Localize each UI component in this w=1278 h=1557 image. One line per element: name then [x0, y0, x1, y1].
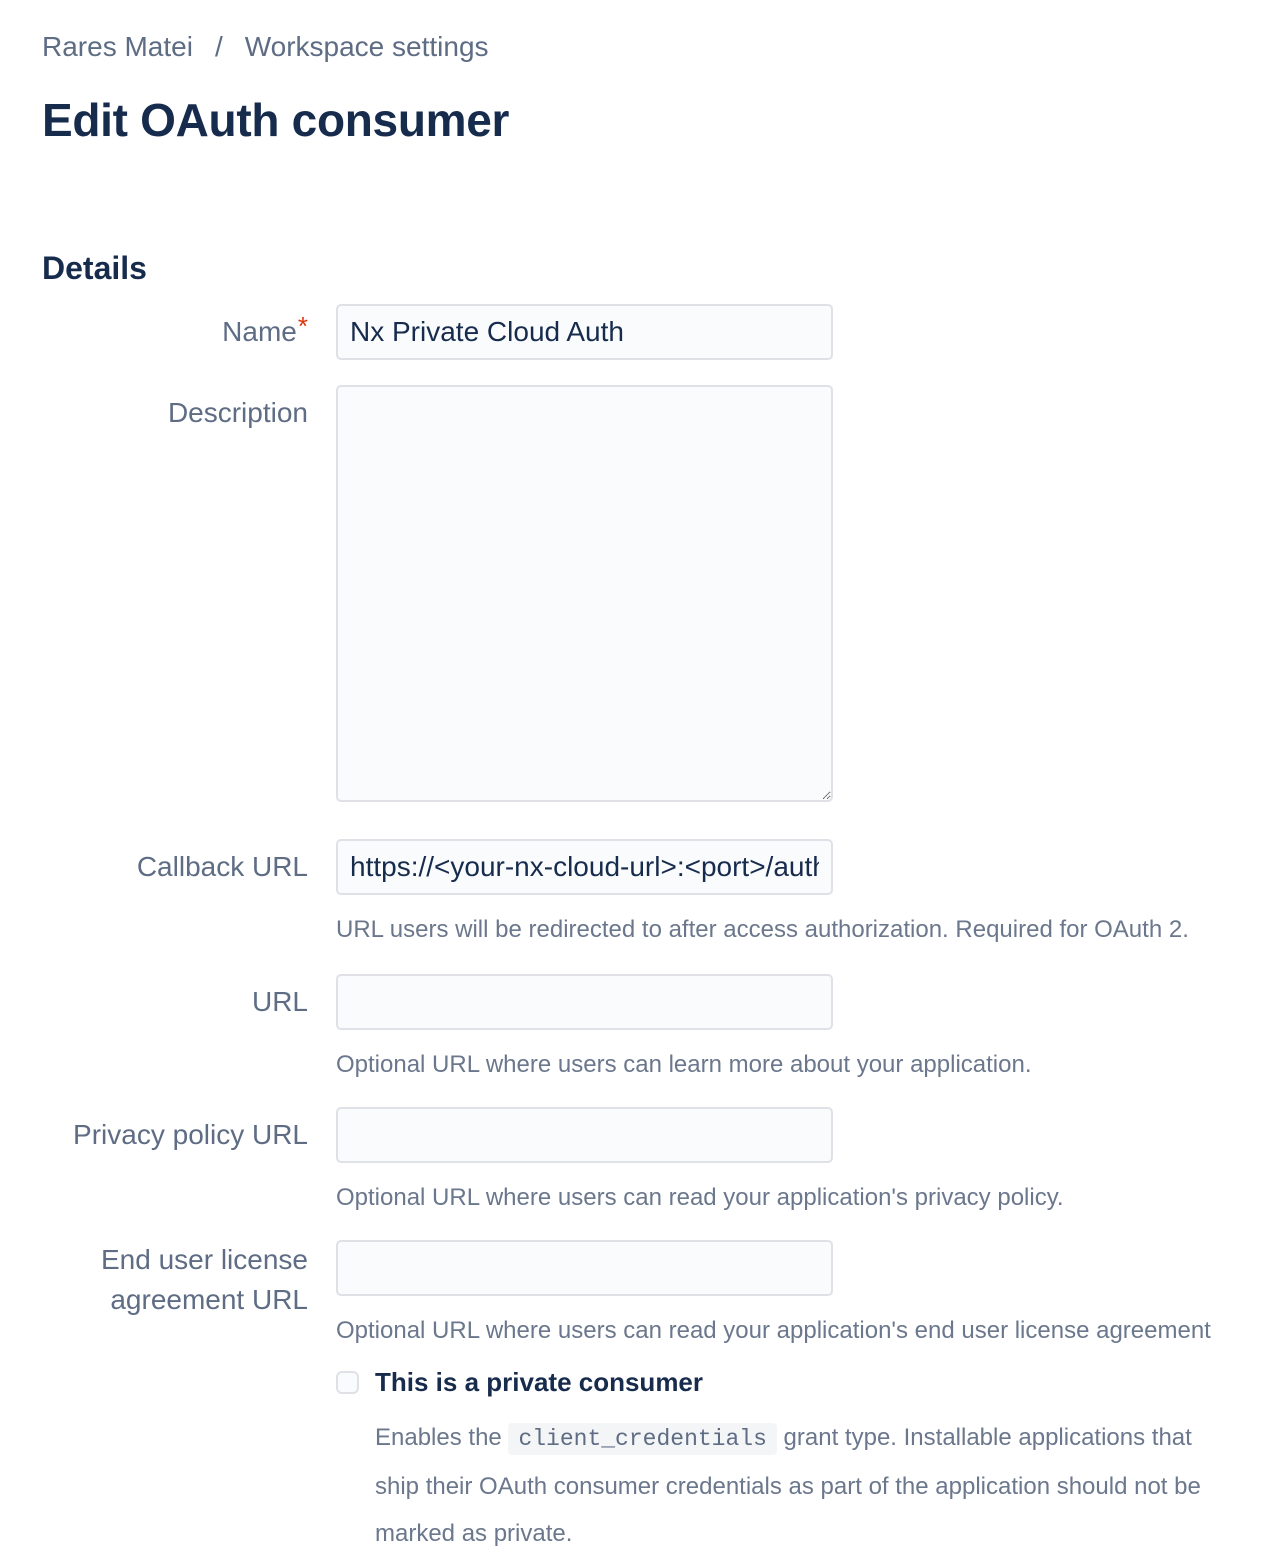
private-consumer-row	[42, 1367, 1236, 1557]
private-consumer-label[interactable]: This is a private consumer	[375, 1367, 704, 1397]
callback-url-label: Callback URL	[136, 851, 308, 882]
name-input[interactable]	[336, 304, 833, 360]
required-indicator: *	[297, 311, 308, 341]
breadcrumb-separator: /	[214, 31, 223, 62]
breadcrumb-settings-link[interactable]: Workspace settings	[244, 31, 489, 62]
callback-url-input[interactable]	[336, 839, 833, 895]
client-credentials-code-chip: client_credentials	[508, 1423, 776, 1455]
description-textarea[interactable]	[336, 385, 833, 802]
url-input[interactable]	[336, 974, 833, 1030]
breadcrumb-workspace-link[interactable]: Rares Matei	[42, 31, 193, 62]
name-row	[42, 304, 1236, 360]
eula-url-input[interactable]	[336, 1240, 833, 1296]
callback-url-row	[42, 839, 1236, 944]
name-label: Name*	[222, 311, 308, 347]
eula-url-label: End user license agreement URL	[100, 1244, 308, 1315]
details-section-heading: Details	[42, 250, 147, 286]
privacy-policy-url-label: Privacy policy URL	[73, 1119, 308, 1150]
eula-url-row	[42, 1240, 1236, 1345]
eula-url-help: Optional URL where users can read your application's end user license agreement	[336, 1317, 1211, 1344]
private-consumer-checkbox[interactable]	[336, 1371, 359, 1394]
private-consumer-help: Enables the client_credentials grant type. Installable applications that ship their OAuth consumer credentials as part of the application should not be marked as private.	[375, 1424, 1201, 1547]
url-help: Optional URL where users can learn more about your application.	[336, 1051, 1032, 1078]
privacy-policy-url-help: Optional URL where users can read your application's privacy policy.	[336, 1184, 1064, 1211]
private-consumer-spacer	[42, 1367, 308, 1423]
url-label: URL	[251, 986, 308, 1017]
privacy-policy-url-row	[42, 1107, 1236, 1212]
privacy-policy-url-input[interactable]	[336, 1107, 833, 1163]
page-title: Edit OAuth consumer	[42, 94, 510, 146]
description-row	[42, 385, 1236, 807]
url-row	[42, 974, 1236, 1079]
callback-url-help: URL users will be redirected to after access authorization. Required for OAuth 2.	[336, 916, 1189, 943]
oauth-consumer-form	[42, 304, 1236, 1557]
description-label: Description	[167, 397, 308, 428]
breadcrumb	[42, 30, 1236, 64]
